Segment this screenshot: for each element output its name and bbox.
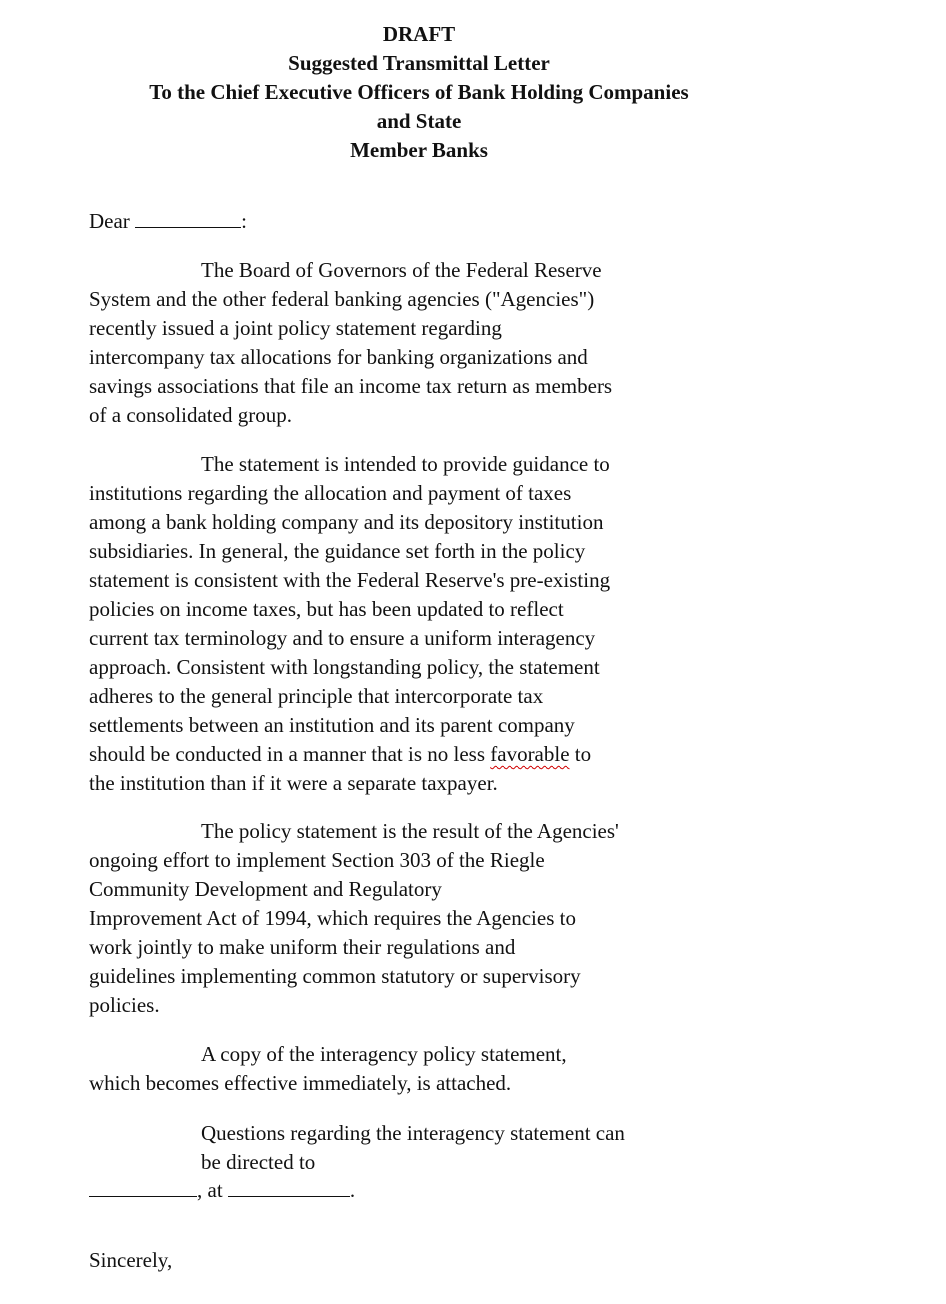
text-line: Community Development and Regulatory (89, 877, 442, 901)
text-line: guidelines implementing common statutory or supervisory (89, 964, 581, 988)
text-line: which becomes effective immediately, is attached. (89, 1071, 512, 1095)
recipient-name-blank[interactable] (135, 207, 241, 228)
recipient-line-1: To the Chief Executive Officers of Bank Holding Companies (149, 80, 689, 104)
text-line: intercompany tax allocations for banking organizations and (89, 345, 588, 369)
spellcheck-flagged-word[interactable]: favorable (490, 742, 570, 766)
text-line: The Board of Governors of the Federal Reserve (201, 258, 602, 282)
closing-signoff: Sincerely, (89, 1248, 173, 1272)
text-line: System and the other federal banking agencies ("Agencies") (89, 287, 595, 311)
paragraph-attachment (89, 1040, 769, 1098)
text-line: A copy of the interagency policy statement, (201, 1042, 567, 1066)
text-line: be directed to (201, 1150, 316, 1174)
text-line: Questions regarding the interagency statement can (201, 1121, 625, 1145)
text-segment: to (569, 742, 592, 766)
text-line: of a consolidated group. (89, 403, 292, 427)
text-segment: should be conducted in a manner that is no less (89, 742, 491, 766)
text-line: current tax terminology and to ensure a uniform interagency (89, 626, 596, 650)
text-line (89, 740, 769, 769)
salutation-prefix: Dear (89, 209, 130, 233)
text-line: subsidiaries. In general, the guidance set forth in the policy (89, 539, 586, 563)
text-line: policies on income taxes, but has been updated to reflect (89, 597, 564, 621)
text-line: The policy statement is the result of the Agencies' (201, 819, 619, 843)
text-line: institutions regarding the allocation and payment of taxes (89, 481, 572, 505)
contact-phone-blank[interactable] (228, 1176, 350, 1197)
contact-period: . (349, 1178, 356, 1202)
recipient-line-2: and State (376, 109, 462, 133)
contact-name-blank[interactable] (89, 1176, 197, 1197)
paragraph-policy (89, 817, 769, 1020)
draft-label: DRAFT (382, 22, 456, 46)
text-line: the institution than if it were a separate taxpayer. (89, 771, 498, 795)
text-line: policies. (89, 993, 160, 1017)
letter-heading (0, 20, 838, 165)
recipient-line-3: Member Banks (350, 138, 488, 162)
text-line: adheres to the general principle that intercorporate tax (89, 684, 544, 708)
text-line: among a bank holding company and its depository institution (89, 510, 604, 534)
text-line: ongoing effort to implement Section 303 of the Riegle (89, 848, 545, 872)
contact-separator: , at (197, 1178, 223, 1202)
text-line: recently issued a joint policy statement regarding (89, 316, 502, 340)
text-line: statement is consistent with the Federal Reserve's pre-existing (89, 568, 611, 592)
letter-subtitle: Suggested Transmittal Letter (288, 51, 550, 75)
salutation (89, 207, 247, 236)
contact-line (89, 1176, 355, 1205)
text-line: settlements between an institution and its parent company (89, 713, 575, 737)
text-line: work jointly to make uniform their regulations and (89, 935, 516, 959)
paragraph-intro (89, 256, 769, 430)
text-line: The statement is intended to provide guidance to (201, 452, 610, 476)
paragraph-questions (201, 1119, 625, 1177)
salutation-colon: : (241, 209, 247, 233)
text-line: approach. Consistent with longstanding policy, the statement (89, 655, 600, 679)
text-line: Improvement Act of 1994, which requires the Agencies to (89, 906, 576, 930)
paragraph-guidance (89, 450, 769, 798)
text-line: savings associations that file an income tax return as members (89, 374, 613, 398)
